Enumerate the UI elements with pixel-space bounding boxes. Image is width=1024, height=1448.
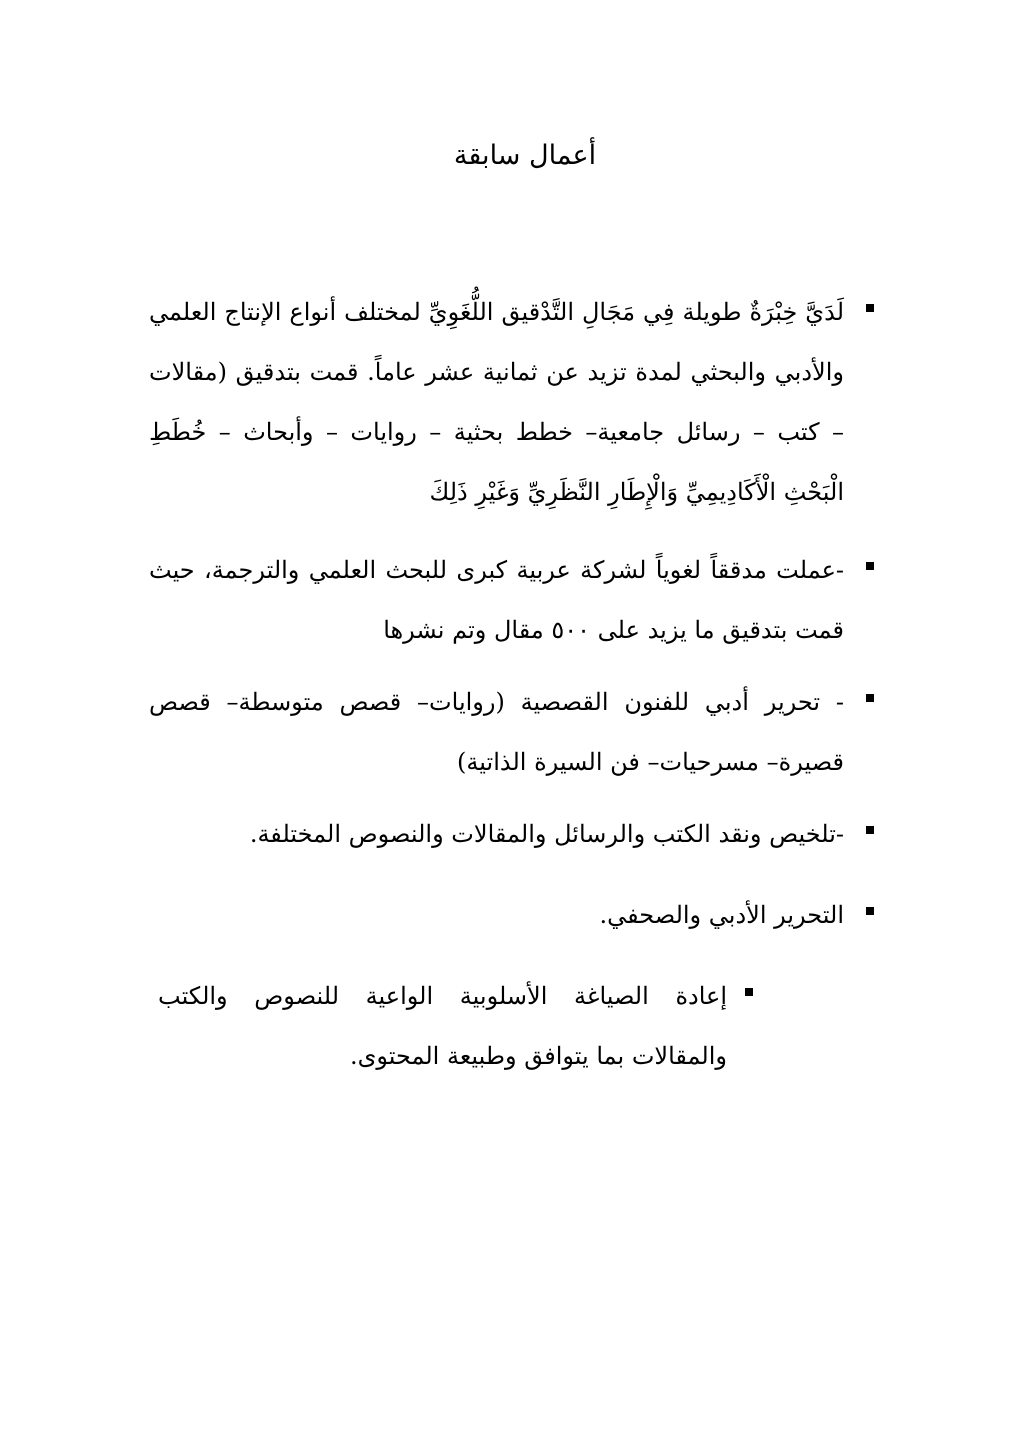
list-item-text: لَدَيَّ خِبْرَةٌ طويلة فِي مَجَالِ التَّدْقيق اللُّغَوِيِّ لمختلف أنواع الإنتاج العلمي والأدبي والبحثي لمدة تزيد عن ثمانية عشر عاماً. قمت بتدقيق (مقالات – كتب – رسائل جامعية– خطط بحثية – روايات – وأبحاث – خُطَطِ الْبَحْثِ الْأَكَادِيمِيِّ وَالْإِطَارِ النَّظَرِيِّ وَغَيْرِ ذَلِكَ bbox=[149, 298, 845, 506]
list-item-text: -تلخيص ونقد الكتب والرسائل والمقالات والنصوص المختلفة. bbox=[249, 820, 844, 848]
square-bullet-icon bbox=[745, 988, 753, 996]
list-item-text: إعادة الصياغة الأسلوبية الواعية للنصوص والكتب والمقالات بما يتوافق وطبيعة المحتوى. bbox=[158, 982, 727, 1070]
list-item bbox=[149, 282, 874, 522]
square-bullet-icon bbox=[866, 694, 874, 702]
list-item bbox=[149, 885, 874, 945]
list-item-text: التحرير الأدبي والصحفي. bbox=[599, 901, 844, 929]
square-bullet-icon bbox=[866, 304, 874, 312]
square-bullet-icon bbox=[866, 826, 874, 834]
list-item-text: - تحرير أدبي للفنون القصصية (روايات– قصص متوسطة– قصص قصيرة– مسرحيات– فن السيرة الذاتية) bbox=[149, 688, 844, 776]
square-bullet-icon bbox=[866, 562, 874, 570]
list-item bbox=[149, 540, 874, 660]
square-bullet-icon bbox=[866, 907, 874, 915]
nested-list-item bbox=[158, 966, 753, 1086]
list-item bbox=[149, 804, 874, 864]
page-title: أعمال سابقة bbox=[453, 140, 597, 171]
list-item-text: -عملت مدققاً لغوياً لشركة عربية كبرى للبحث العلمي والترجمة، حيث قمت بتدقيق ما يزيد على ٥٠٠ مقال وتم نشرها bbox=[149, 556, 844, 644]
list-item bbox=[149, 672, 874, 792]
